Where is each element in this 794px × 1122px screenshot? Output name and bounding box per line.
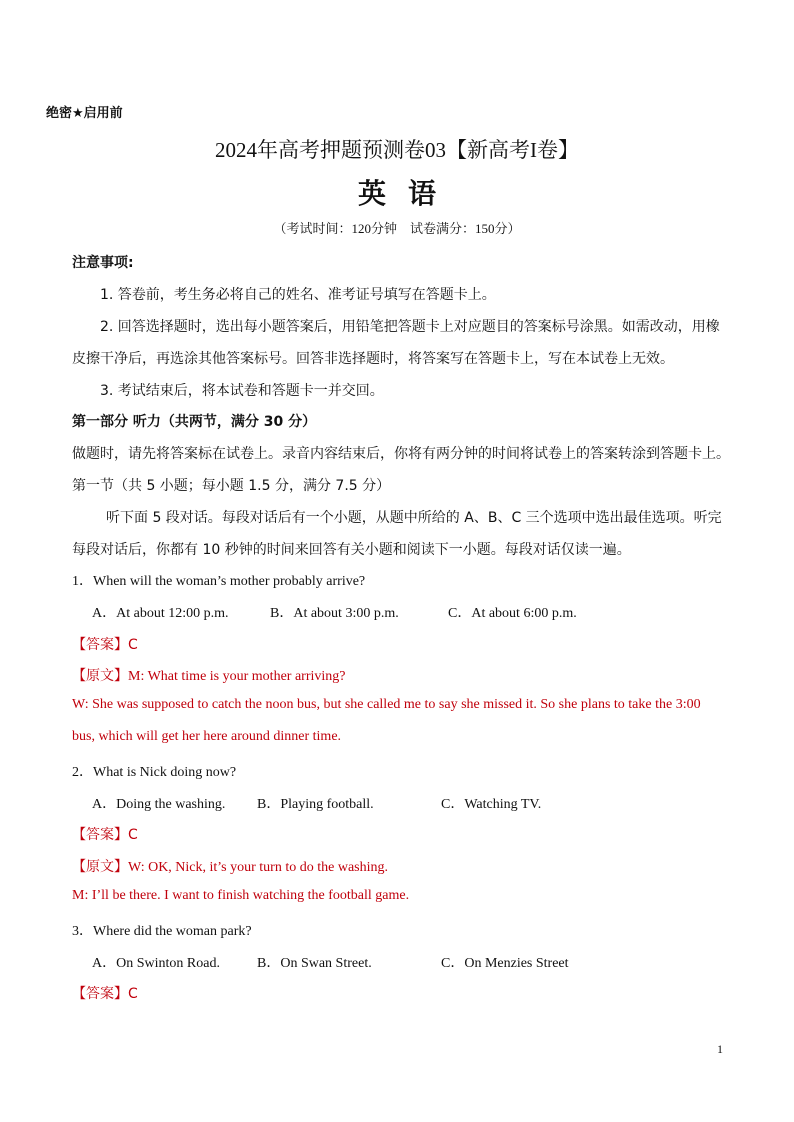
exam-info: （考试时间：120分钟 试卷满分：150分） bbox=[273, 221, 521, 236]
question-2-option-b: B．Playing football. bbox=[257, 797, 374, 812]
question-1-script-1: 【原文】M: What time is your mother arriving? bbox=[72, 669, 346, 684]
question-1-answer: 【答案】C bbox=[72, 637, 138, 653]
question-1-script-2: W: She was supposed to catch the noon bus, but she called me to say she missed it. So she plans to take the 3:00 bbox=[72, 697, 701, 712]
exam-title: 2024年高考押题预测卷03【新高考I卷】 bbox=[215, 138, 579, 162]
directions-line-1: 听下面 5 段对话。每段对话后有一个小题，从题中所给的 A、B、C 三个选项中选出最佳选项。听完 bbox=[106, 510, 722, 526]
question-3-stem: 3．Where did the woman park? bbox=[72, 924, 252, 939]
page-number: 1 bbox=[717, 1042, 723, 1056]
question-2-stem: 2．What is Nick doing now? bbox=[72, 765, 237, 780]
question-2-answer: 【答案】C bbox=[72, 827, 138, 843]
confidential-label: 绝密★启用前 bbox=[46, 106, 123, 121]
question-3-option-c: C．On Menzies Street bbox=[441, 956, 569, 971]
section1-heading: 第一节（共 5 小题；每小题 1.5 分，满分 7.5 分） bbox=[72, 478, 391, 494]
question-2-option-a: A．Doing the washing. bbox=[92, 797, 226, 812]
notes-item-2-line-2: 皮擦干净后，再选涂其他答案标号。回答非选择题时，将答案写在答题卡上，写在本试卷上无效。 bbox=[72, 351, 674, 367]
question-3-option-a: A．On Swinton Road. bbox=[92, 956, 220, 971]
subject-title: 英语 bbox=[357, 179, 458, 210]
notes-item-2-line-1: 2. 回答选择题时，选出每小题答案后，用铅笔把答题卡上对应题目的答案标号涂黑。如需改动，用橡 bbox=[100, 319, 720, 335]
question-1-script-3: bus, which will get her here around dinner time. bbox=[72, 729, 342, 744]
part1-instruction: 做题时，请先将答案标在试卷上。录音内容结束后，你将有两分钟的时间将试卷上的答案转涂到答题卡上。 bbox=[72, 446, 730, 462]
question-1-option-b: B．At about 3:00 p.m. bbox=[270, 606, 399, 621]
question-1-option-c: C．At about 6:00 p.m. bbox=[448, 606, 577, 621]
question-2-script-1: 【原文】W: OK, Nick, it’s your turn to do the washing. bbox=[72, 860, 389, 875]
notes-heading: 注意事项: bbox=[72, 255, 134, 271]
notes-item-3: 3. 考试结束后，将本试卷和答题卡一并交回。 bbox=[100, 383, 384, 399]
question-2-option-c: C．Watching TV. bbox=[441, 797, 542, 812]
question-1-option-a: A．At about 12:00 p.m. bbox=[92, 606, 229, 621]
question-1-stem: 1．When will the woman’s mother probably arrive? bbox=[72, 574, 366, 589]
question-2-script-2: M: I’ll be there. I want to finish watching the football game. bbox=[72, 888, 410, 903]
question-3-option-b: B．On Swan Street. bbox=[257, 956, 372, 971]
question-3-answer: 【答案】C bbox=[72, 986, 138, 1002]
notes-item-1: 1. 答卷前，考生务必将自己的姓名、准考证号填写在答题卡上。 bbox=[100, 287, 496, 303]
part1-heading: 第一部分 听力（共两节，满分 30 分） bbox=[72, 414, 317, 430]
directions-line-2: 每段对话后，你都有 10 秒钟的时间来回答有关小题和阅读下一小题。每段对话仅读一遍。 bbox=[72, 542, 631, 558]
